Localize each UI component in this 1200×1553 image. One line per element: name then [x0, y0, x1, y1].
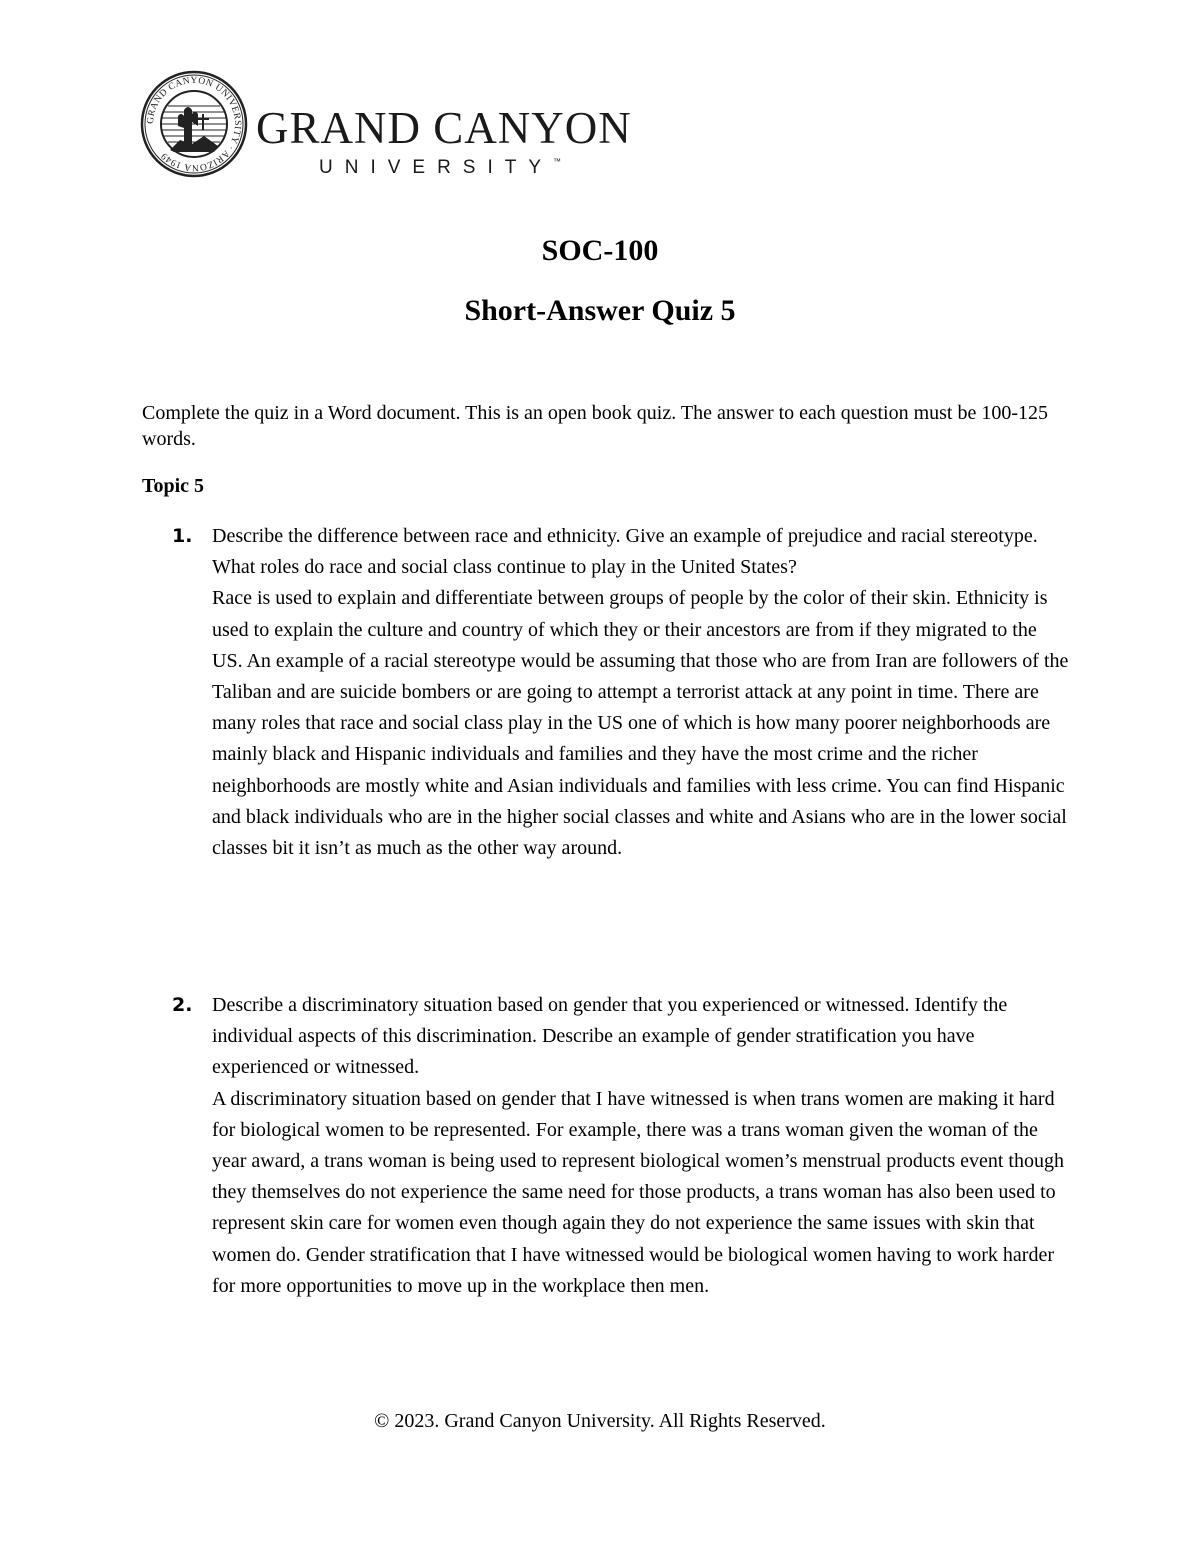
question-answer: Race is used to explain and differentiate between groups of people by the color of their skin. Ethnicity is used to explain the culture and country of which they or their ancestors are from if they migrated to the US. An example of a racial stereotype would be assuming that those who are from Iran are followers of the Taliban and are suicide bombers or are going to attempt a terrorist attack at any point in time. There are many roles that race and social class play in the US one of which is how many poorer neighborhoods are mainly black and Hispanic individuals and families and they have the most crime and the richer neighborhoods are mostly white and Asian individuals and families with less crime. You can find Hispanic and black individuals who are in the higher social classes and white and Asians who are in the lower social classes bit it isn’t as much as the other way around. [212, 587, 1069, 860]
question-number: 2. [172, 994, 193, 1016]
wordmark-main [256, 103, 632, 153]
page-title: Short-Answer Quiz 5 [464, 294, 736, 327]
university-logo [140, 70, 632, 180]
course-code: SOC-100 [541, 234, 659, 267]
university-wordmark [256, 103, 632, 179]
trademark-symbol: ™ [553, 157, 562, 166]
instructions: Complete the quiz in a Word document. This is an open book quiz. The answer to each question must be 100-125 words. [142, 402, 1048, 450]
wordmark-grand: GRAND [256, 103, 422, 153]
question-answer: A discriminatory situation based on gender that I have witnessed is when trans women are making it hard for biological women to be represented. For example, there was a trans woman given the woman of the year award, a trans woman is being used to represent biological women’s menstrual products event though they themselves do not experience the same need for those products, a trans woman has also been used to represent skin care for women even though again they do not experience the same issues with skin that women do. Gender stratification that I have witnessed would be biological women having to work harder for more opportunities to move up in the workplace then men. [212, 1087, 1064, 1297]
svg-text:GRAND CANYON UNIVERSITY · ARIZ: GRAND CANYON UNIVERSITY · ARIZONA 1949 [145, 75, 243, 173]
wordmark-canyon: CANYON [433, 103, 632, 153]
question-prompt: Describe a discriminatory situation based on gender that you experienced or witnessed. Identify the individual aspects of this discrimination. Describe an example of gender stratification you have experienced or witnessed. [212, 994, 1008, 1079]
university-seal-icon [140, 70, 248, 178]
wordmark-university: UNIVERSITY [319, 157, 554, 178]
question-number: 1. [172, 525, 193, 547]
topic-heading: Topic 5 [142, 475, 205, 497]
wordmark-sub [319, 157, 632, 179]
question-item [172, 521, 1072, 864]
question-item [172, 990, 1072, 1302]
question-prompt: Describe the difference between race and ethnicity. Give an example of prejudice and racial stereotype. What roles do race and social class continue to play in the United States? [212, 525, 1038, 579]
copyright-footer: © 2023. Grand Canyon University. All Rights Reserved. [374, 1410, 826, 1432]
